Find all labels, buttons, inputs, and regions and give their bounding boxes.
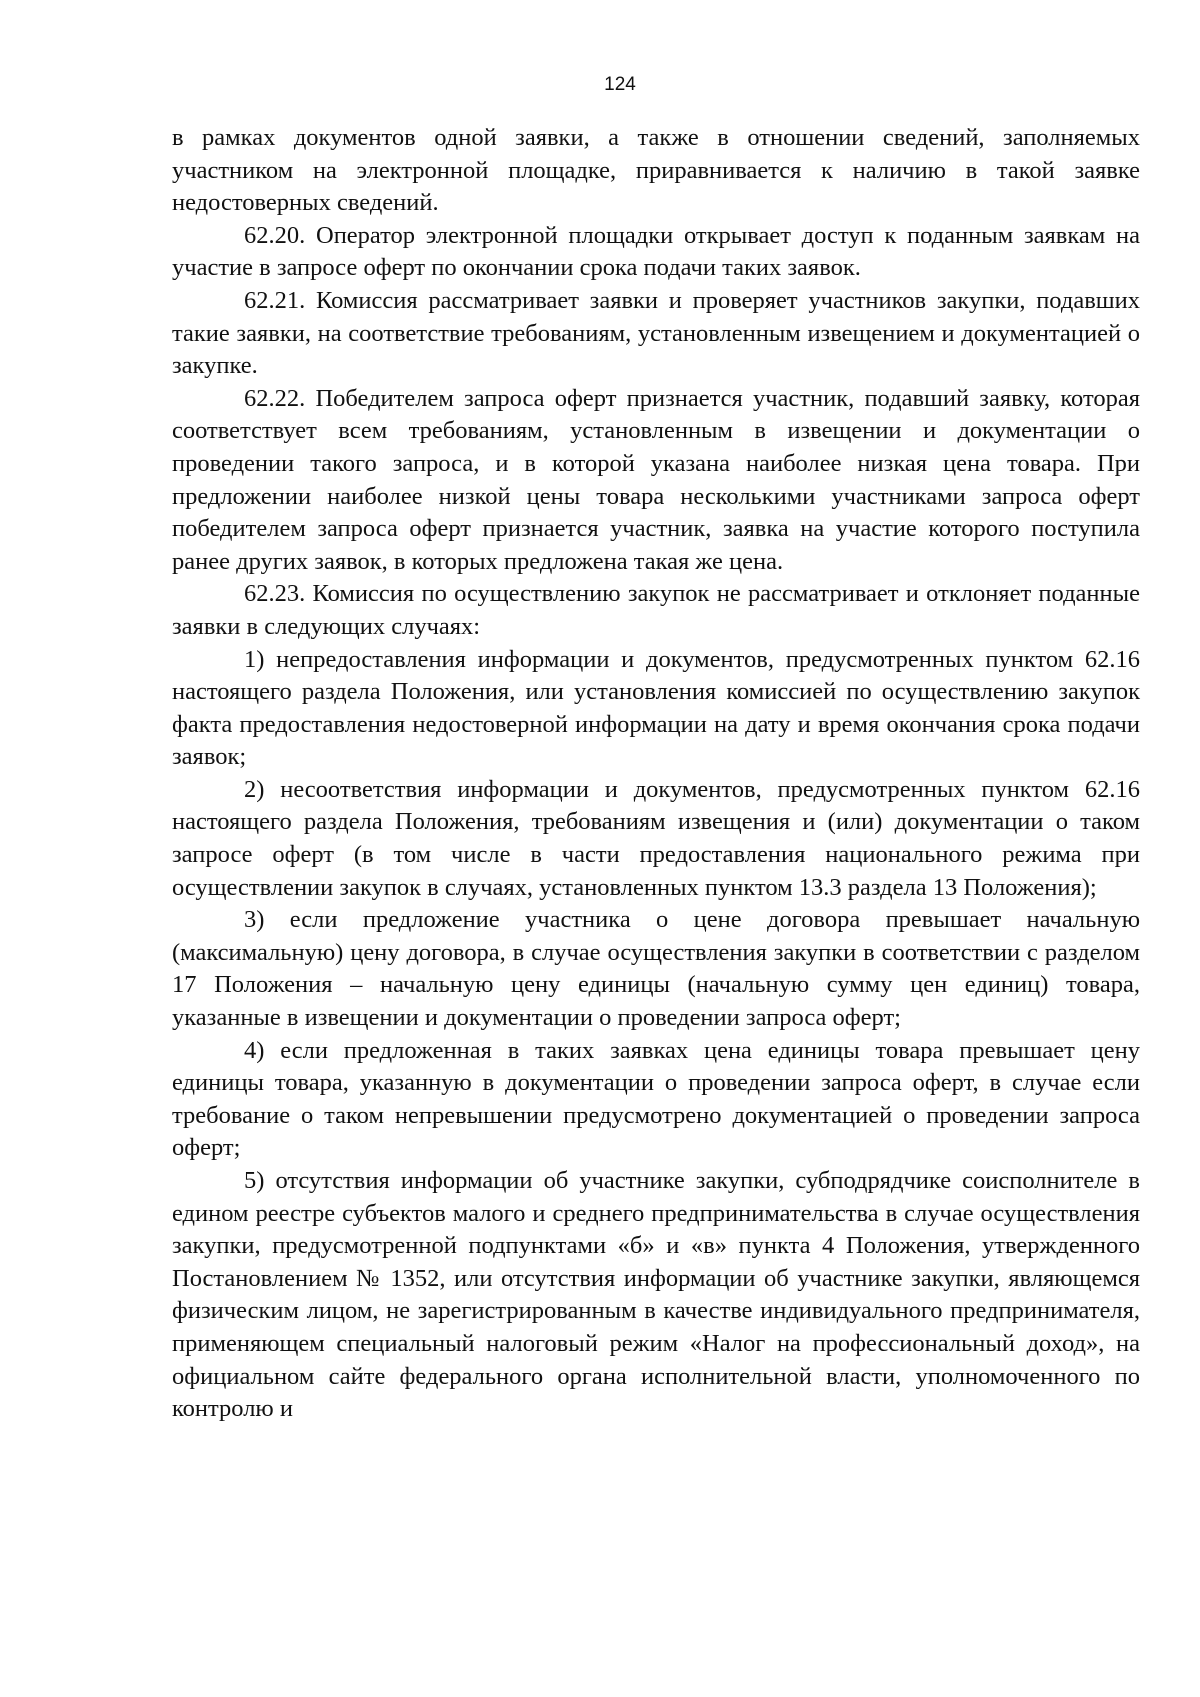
page-number: 124 [604,74,636,95]
paragraph-continuation: в рамках документов одной заявки, а также в отношении сведений, заполняемых участником на электронной площадке, приравнивается к наличию в такой заявке недостоверных сведений. [172,124,1140,217]
paragraph-62-23: 62.23. Комиссия по осуществлению закупок не рассматривает и отклоняет поданные заявки в следующих случаях: [172,580,1140,640]
document-body [172,122,1140,1426]
list-item-1: 1) непредоставления информации и документов, предусмотренных пунктом 62.16 настоящего раздела Положения, или установления комиссией по осуществлению закупок факта предоставления недостоверной информации на дату и время окончания срока подачи заявок; [172,645,1140,771]
paragraph-62-22: 62.22. Победителем запроса оферт признается участник, подавший заявку, которая соответствует всем требованиям, установленным в извещении и документации о проведении такого запроса, и в которой указана наиболее низкая цена товара. При предложении наиболее низкой цены товара несколькими участниками запроса оферт победителем запроса оферт признается участник, заявка на участие которого поступила ранее других заявок, в которых предложена такая же цена. [172,384,1140,575]
list-item-5: 5) отсутствия информации об участнике закупки, субподрядчике соисполнителе в едином реестре субъектов малого и среднего предпринимательства в случае осуществления закупки, предусмотренной подпунктами «б» и «в» пункта 4 Положения, утвержденного Постановлением № 1352, или отсутствия информации об участнике закупки, являющемся физическим лицом, не зарегистрированным в качестве индивидуального предпринимателя, применяющем специальный налоговый режим «Налог на профессиональный доход», на официальном сайте федерального органа исполнительной власти, уполномоченного по контролю и [172,1167,1140,1423]
list-item-3: 3) если предложение участника о цене договора превышает начальную (максимальную) цену договора, в случае осуществления закупки в соответствии с разделом 17 Положения – начальную цену единицы (начальную сумму цен единиц) товара, указанные в извещении и документации о проведении запроса оферт; [172,906,1140,1032]
paragraph-62-20: 62.20. Оператор электронной площадки открывает доступ к поданным заявкам на участие в запросе оферт по окончании срока подачи таких заявок. [172,221,1140,282]
list-item-2: 2) несоответствия информации и документов, предусмотренных пунктом 62.16 настоящего раздела Положения, требованиям извещения и (или) документации о таком запросе оферт (в том числе в части предоставления национального режима при осуществлении закупок в случаях, установленных пунктом 13.3 раздела 13 Положения); [172,775,1140,901]
list-item-4: 4) если предложенная в таких заявках цена единицы товара превышает цену единицы товара, указанную в документации о проведении запроса оферт, в случае если требование о таком непревышении предусмотрено документацией о проведении запроса оферт; [172,1036,1140,1162]
paragraph-62-21: 62.21. Комиссия рассматривает заявки и проверяет участников закупки, подавших такие заявки, на соответствие требованиям, установленным извещением и документацией о закупке. [172,286,1140,380]
